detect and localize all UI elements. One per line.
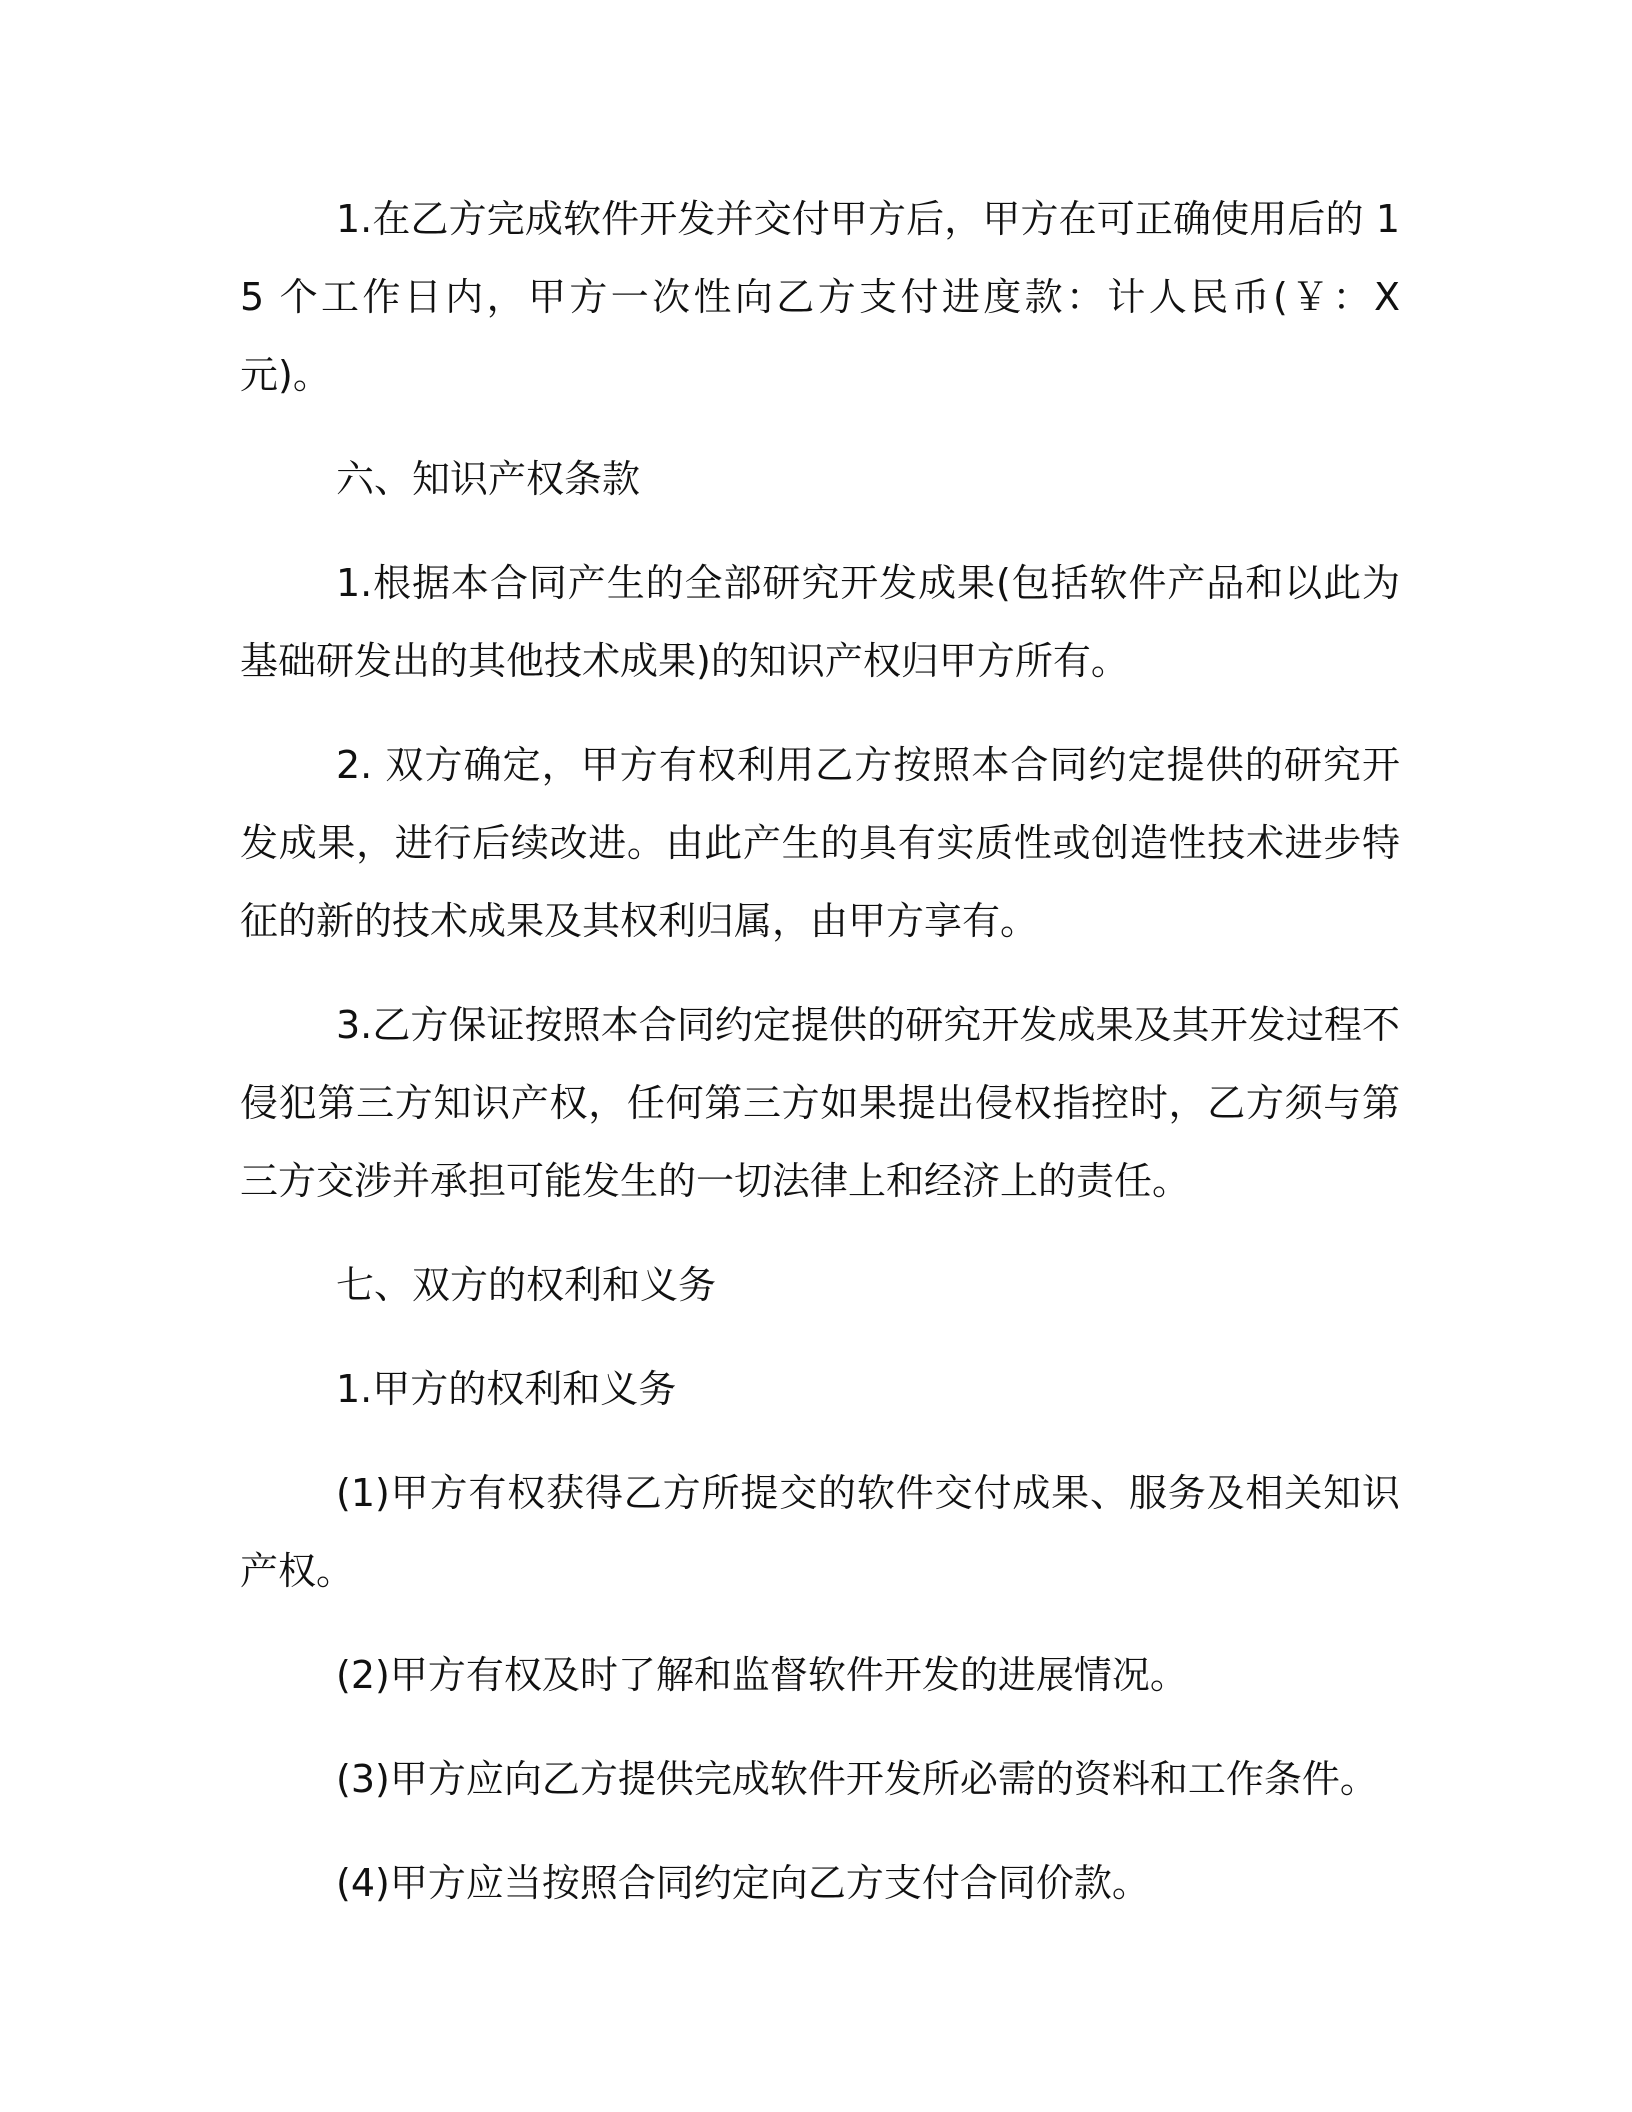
subheading-party-a-rights: 1.甲方的权利和义务 — [336, 1367, 677, 1411]
section-heading-rights: 七、双方的权利和义务 — [336, 1263, 717, 1307]
section-heading-ip: 六、知识产权条款 — [336, 457, 641, 501]
ip-clause-3: 3.乙方保证按照本合同约定提供的研究开发成果及其开发过程不侵犯第三方知识产权，任何第三方如果提出侵权指控时，乙方须与第三方交涉并承担可能发生的一切法律上和经济上的责任。 — [240, 1003, 1400, 1203]
document-body — [240, 180, 1400, 1948]
ip-clause-1: 1.根据本合同产生的全部研究开发成果(包括软件产品和以此为基础研发出的其他技术成果)的知识产权归甲方所有。 — [240, 561, 1400, 683]
ip-clause-2: 2. 双方确定，甲方有权利用乙方按照本合同约定提供的研究开发成果，进行后续改进。由此产生的具有实质性或创造性技术进步特征的新的技术成果及其权利归属，由甲方享有。 — [240, 743, 1400, 943]
party-a-item-1: (1)甲方有权获得乙方所提交的软件交付成果、服务及相关知识产权。 — [240, 1471, 1400, 1593]
payment-clause-paragraph: 1.在乙方完成软件开发并交付甲方后，甲方在可正确使用后的 15 个工作日内，甲方一次性向乙方支付进度款：计人民币(￥：X 元)。 — [240, 197, 1400, 397]
party-a-item-2: (2)甲方有权及时了解和监督软件开发的进展情况。 — [336, 1653, 1188, 1697]
party-a-item-3: (3)甲方应向乙方提供完成软件开发所必需的资料和工作条件。 — [336, 1757, 1378, 1801]
party-a-item-4: (4)甲方应当按照合同约定向乙方支付合同价款。 — [336, 1861, 1150, 1905]
